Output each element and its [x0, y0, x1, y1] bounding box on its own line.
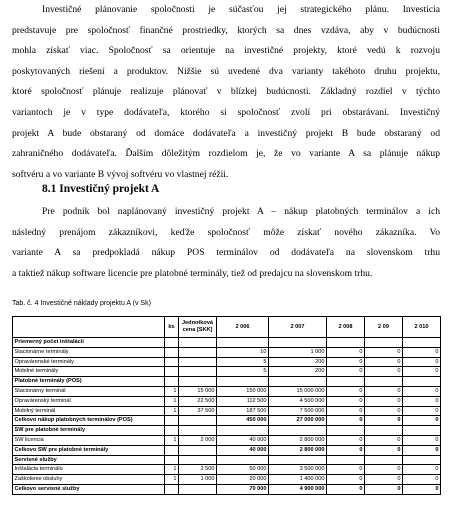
table-cell — [217, 338, 269, 348]
table-cell — [217, 377, 269, 387]
column-header — [13, 317, 165, 338]
table-cell — [365, 455, 403, 465]
table-cell: Mobilný terminál — [13, 406, 165, 416]
table-cell: 1 — [165, 386, 179, 396]
table-cell — [165, 377, 179, 387]
table-cell: 0 — [327, 357, 365, 367]
table-cell: 7 500 000 — [269, 406, 327, 416]
table-cell — [269, 426, 327, 436]
table-cell: 37 500 — [179, 406, 217, 416]
table-cell: 0 — [327, 435, 365, 445]
table-cell: 0 — [365, 465, 403, 475]
table-cell: Platobné terminály (POS) — [13, 377, 165, 387]
table-cell — [403, 426, 441, 436]
column-header: 2 008 — [327, 317, 365, 338]
text-line: variante A sa predpokladá nákup POS terminálov od dodávateľa na slovenskom trhu — [12, 247, 440, 259]
table-cell — [179, 367, 217, 377]
table-cell: 0 — [365, 406, 403, 416]
table-row — [13, 465, 441, 475]
table-row — [13, 475, 441, 485]
table-cell: 2 000 — [179, 435, 217, 445]
table-row — [13, 406, 441, 416]
table-cell — [365, 377, 403, 387]
table-cell: 0 — [327, 406, 365, 416]
table-cell: 3 500 000 — [269, 465, 327, 475]
text-line: následný prenájom zákazníkovi, keďže spoločnosť môže získať nového zákazníka. Vo — [12, 226, 440, 238]
table-cell: Celkovo servisné služby — [13, 484, 165, 494]
table-row — [13, 338, 441, 348]
table-cell: Opravárenské terminály — [13, 357, 165, 367]
table-row — [13, 426, 441, 436]
text-line: poskytovaných riešení a produktov. Nižšie sú uvedené dva varianty takéhoto druhu projektu, — [12, 65, 440, 77]
table-row — [13, 357, 441, 367]
table-cell — [179, 445, 217, 455]
table-cell: 0 — [403, 435, 441, 445]
table-cell: 5 — [217, 367, 269, 377]
table-cell: 2 800 000 — [269, 435, 327, 445]
text-line: Pre podnik bol naplánovaný investičný projekt A – nákup platobných terminálov a ich — [42, 206, 440, 217]
table-cell: 0 — [403, 416, 441, 426]
table-cell: 0 — [365, 475, 403, 485]
table-cell: 0 — [403, 484, 441, 494]
table-cell: 0 — [403, 465, 441, 475]
project-a-paragraph — [12, 202, 440, 284]
table-cell: 0 — [403, 396, 441, 406]
table-cell: 1 — [165, 475, 179, 485]
table-cell: 200 — [269, 357, 327, 367]
table-cell: 0 — [327, 416, 365, 426]
table-cell: Stacionárny terminál — [13, 386, 165, 396]
text-line: Investičné plánovanie spoločnosti je súčasťou jej strategického plánu. Investícia — [42, 4, 440, 15]
table-cell: Servisné služby — [13, 455, 165, 465]
table-cell: 40 000 — [217, 435, 269, 445]
table-cell: 15 000 000 — [269, 386, 327, 396]
table-row — [13, 377, 441, 387]
table-cell: 0 — [403, 367, 441, 377]
text-line: softvéru a vo variante B vývoj softvéru vo vlastnej réžii. — [12, 168, 229, 180]
column-header: 2 010 — [403, 317, 441, 338]
table-cell: 0 — [403, 445, 441, 455]
table-cell — [179, 377, 217, 387]
table-cell — [179, 455, 217, 465]
table-cell — [269, 455, 327, 465]
table-cell — [269, 377, 327, 387]
investment-cost-table — [12, 316, 441, 495]
table-cell: 150 000 — [217, 386, 269, 396]
table-cell — [165, 455, 179, 465]
table-cell — [217, 455, 269, 465]
table-cell: 0 — [365, 396, 403, 406]
table-row — [13, 484, 441, 494]
text-line: variantoch je v type dodávateľa, ktorého si spoločnosť zvolí pri obstarávaní. Investičný — [12, 106, 440, 118]
table-row — [13, 367, 441, 377]
table-cell — [179, 347, 217, 357]
table-cell — [165, 357, 179, 367]
text-line: ktoré spoločnosť plánuje realizuje plánovať v blízkej budúcnosti. Základný rozdiel v týchto — [12, 86, 440, 98]
table-cell: 5 — [217, 357, 269, 367]
table-cell: 20 000 — [217, 475, 269, 485]
table-cell: 1 — [165, 435, 179, 445]
table-cell — [365, 426, 403, 436]
table-cell: Stacionárne terminály — [13, 347, 165, 357]
table-cell: 70 000 — [217, 484, 269, 494]
table-cell — [165, 484, 179, 494]
table-cell — [165, 367, 179, 377]
table-cell: 40 000 — [217, 445, 269, 455]
table-cell: SW licencia — [13, 435, 165, 445]
table-cell: Opravárenský terminál — [13, 396, 165, 406]
table-cell: 200 — [269, 367, 327, 377]
column-header: 2 09 — [365, 317, 403, 338]
table-cell — [403, 455, 441, 465]
table-row — [13, 455, 441, 465]
table-cell: 4 900 000 — [269, 484, 327, 494]
table-cell: Zaškolenie obsluhy — [13, 475, 165, 485]
table-row — [13, 347, 441, 357]
table-cell: 1 — [165, 396, 179, 406]
table-cell: 0 — [403, 386, 441, 396]
table-cell: 0 — [365, 484, 403, 494]
table-cell: Inštalácia terminálu — [13, 465, 165, 475]
table-cell: 0 — [327, 465, 365, 475]
table-cell: 1 000 — [179, 475, 217, 485]
table-cell: 0 — [365, 367, 403, 377]
table-cell: 0 — [365, 435, 403, 445]
table-cell: 0 — [365, 357, 403, 367]
table-cell — [179, 338, 217, 348]
table-cell: 2 800 000 — [269, 445, 327, 455]
table-cell: 1 400 000 — [269, 475, 327, 485]
table-cell: 0 — [327, 484, 365, 494]
table-cell: 0 — [365, 445, 403, 455]
table-cell — [403, 338, 441, 348]
table-cell: SW pre platobné terminály — [13, 426, 165, 436]
table-cell: Celkovo nákup platobných terminálov (POS) — [13, 416, 165, 426]
table-cell: 1 — [165, 465, 179, 475]
table-cell: 0 — [327, 367, 365, 377]
table-cell: Celkovo SW pre platobné terminály — [13, 445, 165, 455]
table-cell — [165, 416, 179, 426]
table-cell — [327, 426, 365, 436]
table-cell: 22 500 — [179, 396, 217, 406]
table-cell — [179, 484, 217, 494]
table-cell — [327, 338, 365, 348]
table-cell — [365, 338, 403, 348]
text-line: projekt A bude obstaraný od domáce dodávateľa a investičný projekt B bude obstaraný od — [12, 127, 440, 139]
table-cell — [217, 426, 269, 436]
table-cell: 0 — [403, 357, 441, 367]
table-row — [13, 416, 441, 426]
table-cell: 0 — [365, 416, 403, 426]
table-row — [13, 396, 441, 406]
table-cell — [165, 347, 179, 357]
table-cell: Priemerný počet inštalácií — [13, 338, 165, 348]
table-cell: 27 000 000 — [269, 416, 327, 426]
table-cell — [179, 426, 217, 436]
table-cell — [165, 338, 179, 348]
column-header: 2 006 — [217, 317, 269, 338]
table-cell — [179, 357, 217, 367]
table-cell: 0 — [403, 475, 441, 485]
table-cell — [179, 416, 217, 426]
table-cell: 0 — [327, 347, 365, 357]
table-cell — [327, 377, 365, 387]
table-cell — [165, 426, 179, 436]
table-cell — [403, 377, 441, 387]
table-cell: 1 000 — [269, 347, 327, 357]
table-cell: 112 500 — [217, 396, 269, 406]
column-header: Jednotková cena [SKK] — [179, 317, 217, 338]
table-cell: 0 — [327, 445, 365, 455]
section-heading: 8.1 Investičný projekt A — [42, 183, 160, 195]
table-cell: 15 000 — [179, 386, 217, 396]
table-cell: 0 — [403, 347, 441, 357]
table-cell: 0 — [365, 386, 403, 396]
table-cell: 10 — [217, 347, 269, 357]
table-body — [13, 338, 441, 495]
table-cell — [165, 445, 179, 455]
text-line: mohla získať viac. Spoločnosť sa orientuje na investičné projekty, ktoré vedú k rozvoju — [12, 45, 440, 57]
table-cell: 4 500 000 — [269, 396, 327, 406]
table-cell: 0 — [327, 475, 365, 485]
table-cell: 0 — [403, 406, 441, 416]
table-cell: 0 — [365, 347, 403, 357]
table-cell: 2 500 — [179, 465, 217, 475]
table-header-row — [13, 317, 441, 338]
table-cell: 0 — [327, 386, 365, 396]
table-cell: 187 500 — [217, 406, 269, 416]
table-row — [13, 386, 441, 396]
table-cell: 450 000 — [217, 416, 269, 426]
text-line: zahraničného dodávateľa. Ďalším dôležitým rozdielom je, že vo variante A sa plánuje nákup — [12, 148, 440, 160]
table-cell: 50 000 — [217, 465, 269, 475]
table-cell: Mobilné terminály — [13, 367, 165, 377]
table-row — [13, 445, 441, 455]
table-row — [13, 435, 441, 445]
table-cell — [269, 338, 327, 348]
column-header: 2 007 — [269, 317, 327, 338]
intro-paragraph — [12, 0, 440, 185]
table-cell: 1 — [165, 406, 179, 416]
table-cell: 0 — [327, 396, 365, 406]
text-line: predstavuje pre spoločnosť finančné prostriedky, ktorých sa dnes vzdáva, aby v budúcnosti — [12, 24, 440, 36]
column-header: ks — [165, 317, 179, 338]
table-caption: Tab. č. 4 Investičné náklady projektu A (v Sk) — [12, 300, 151, 307]
text-line: a taktiež nákup software licencie pre platobné terminály, tiež od predajcu na slovenskom trhu. — [12, 267, 373, 279]
table-cell — [327, 455, 365, 465]
